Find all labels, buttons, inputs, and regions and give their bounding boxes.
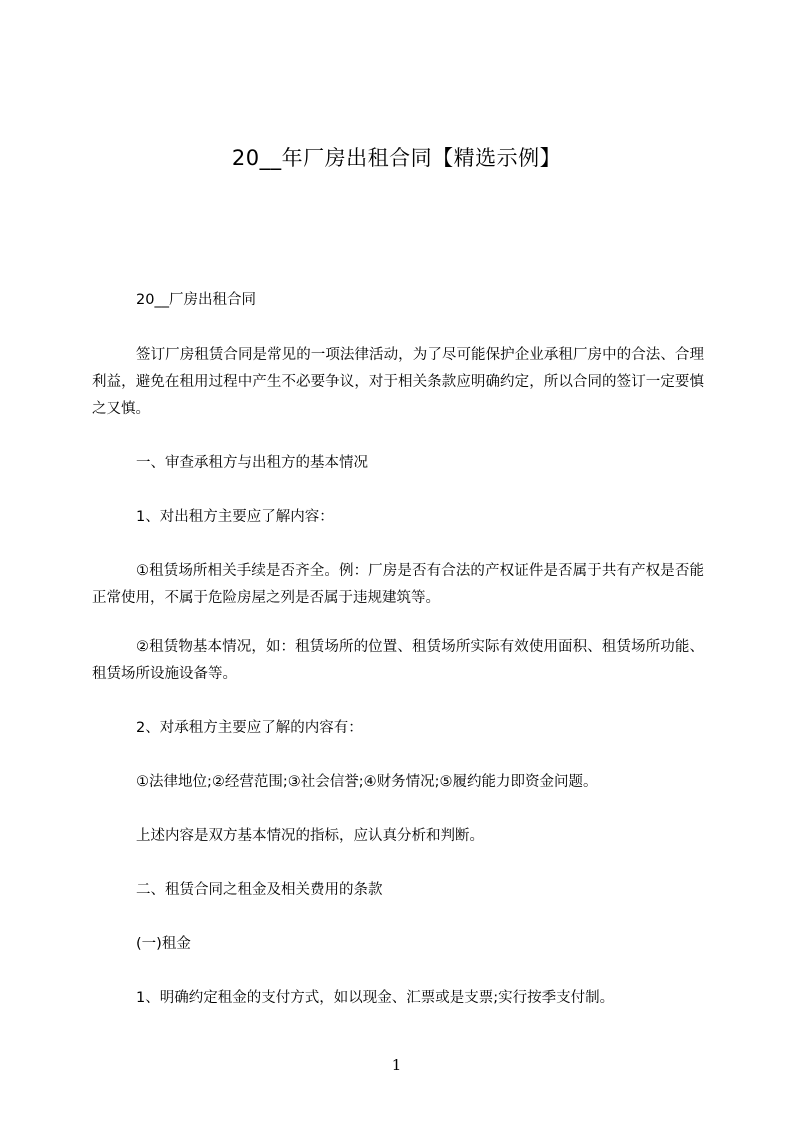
paragraph-rent-payment: 1、明确约定租金的支付方式，如以现金、汇票或是支票;实行按季支付制。 xyxy=(136,990,615,1006)
subsection-heading-rent: (一)租金 xyxy=(136,936,191,952)
subsection-heading-lessee: 2、对承租方主要应了解的内容有： xyxy=(136,720,363,736)
subsection-heading-lessor: 1、对出租方主要应了解内容： xyxy=(136,509,334,525)
paragraph-lessor-item-2: ②租赁物基本情况，如：租赁场所的位置、租赁场所实际有效使用面积、租赁场所功能、租赁场所设施设备等。 xyxy=(92,639,704,682)
paragraph-lessee-items: ①法律地位;②经营范围;③社会信誉;④财务情况;⑤履约能力即资金问题。 xyxy=(136,774,598,790)
section-heading-one: 一、审查承租方与出租方的基本情况 xyxy=(136,455,368,471)
section-heading-two: 二、租赁合同之租金及相关费用的条款 xyxy=(136,882,383,898)
paragraph-summary: 上述内容是双方基本情况的指标，应认真分析和判断。 xyxy=(136,828,484,844)
document-title: 20__年厂房出租合同【精选示例】 xyxy=(231,146,562,170)
paragraph-lessor-item-1: ①租赁场所相关手续是否齐全。例：厂房是否有合法的产权证件是否属于共有产权是否能正常使用，不属于危险房屋之列是否属于违规建筑等。 xyxy=(92,563,704,606)
paragraph-heading: 20__厂房出租合同 xyxy=(136,292,256,308)
page-number: 1 xyxy=(391,1056,402,1074)
paragraph-intro: 签订厂房租赁合同是常见的一项法律活动，为了尽可能保护企业承租厂房中的合法、合理利益，避免在租用过程中产生不必要争议，对于相关条款应明确约定，所以合同的签订一定要慎之又慎。 xyxy=(92,347,704,417)
